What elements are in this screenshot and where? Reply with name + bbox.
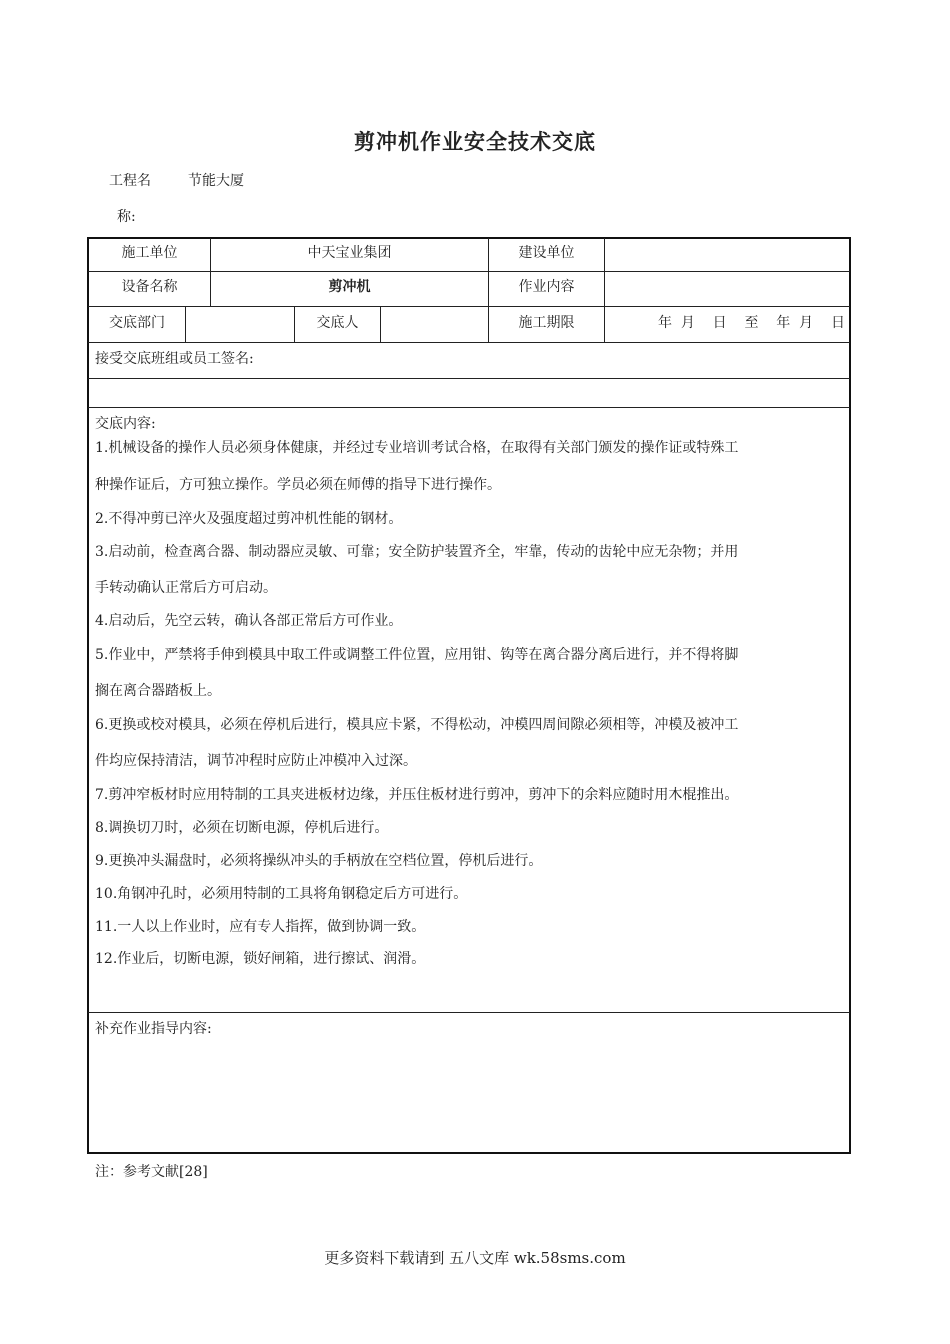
table-rule [88, 407, 850, 408]
equipment-name-label: 设备名称 [121, 279, 178, 295]
list-item: 6.更换或校对模具，必须在停机后进行，模具应卡紧，不得松动，冲模四周间隙必须相等，冲模及被冲工 [95, 717, 739, 733]
list-item: 7.剪冲窄板材时应用特制的工具夹进板材边缘，并压住板材进行剪冲，剪冲下的余料应随时用木棍推出。 [95, 787, 739, 803]
briefing-dept-value[interactable] [186, 306, 294, 340]
owner-unit-label: 建设单位 [518, 245, 575, 261]
construction-period-value: 年 月 日 至 年 月 日 [657, 315, 845, 331]
table-rule [88, 342, 850, 343]
list-item: 4.启动后，先空云转，确认各部正常后方可作业。 [95, 613, 403, 629]
list-item: 3.启动前，检查离合器、制动器应灵敏、可靠；安全防护装置齐全，牢靠，传动的齿轮中应无杂物；并用 [95, 544, 739, 560]
signature-label: 接受交底班组或员工签名: [95, 351, 254, 367]
construction-unit-label: 施工单位 [121, 245, 178, 261]
supplement-label: 补充作业指导内容: [95, 1021, 212, 1037]
work-content-value[interactable] [605, 270, 849, 304]
content-label: 交底内容: [95, 416, 156, 432]
list-item: 2.不得冲剪已淬火及强度超过剪冲机性能的钢材。 [95, 511, 403, 527]
list-item: 种操作证后，方可独立操作。学员必须在师傅的指导下进行操作。 [95, 477, 501, 493]
reference-note: 注：参考文献[28] [95, 1164, 208, 1180]
list-item: 12.作业后，切断电源，锁好闸箱，进行擦试、润滑。 [95, 951, 426, 967]
briefing-dept-label: 交底部门 [109, 315, 165, 331]
list-item: 11.一人以上作业时，应有专人指挥，做到协调一致。 [95, 919, 426, 935]
table-rule [88, 378, 850, 379]
footer-link[interactable]: 更多资料下载请到 五八文库 wk.58sms.com [324, 1249, 626, 1267]
document-title: 剪冲机作业安全技术交底 [354, 130, 596, 154]
briefing-person-value[interactable] [381, 306, 488, 340]
list-item: 手转动确认正常后方可启动。 [95, 580, 277, 596]
list-item: 1.机械设备的操作人员必须身体健康，并经过专业培训考试合格，在取得有关部门颁发的操作证或特殊工 [95, 440, 739, 456]
list-item: 搁在离合器踏板上。 [95, 683, 221, 699]
construction-period-label: 施工期限 [518, 315, 575, 331]
equipment-name-value: 剪冲机 [328, 279, 371, 295]
list-item: 件均应保持清洁，调节冲程时应防止冲模冲入过深。 [95, 753, 417, 769]
project-name-label: 工程名 [109, 173, 151, 189]
list-item: 5.作业中，严禁将手伸到模具中取工件或调整工件位置，应用钳、钩等在离合器分离后进行，并不得将脚 [95, 647, 739, 663]
briefing-person-label: 交底人 [316, 315, 359, 331]
list-item: 9.更换冲头漏盘时，必须将操纵冲头的手柄放在空档位置，停机后进行。 [95, 853, 543, 869]
project-name-label-cont: 称: [117, 209, 136, 225]
list-item: 10.角钢冲孔时，必须用特制的工具将角钢稳定后方可进行。 [95, 886, 468, 902]
owner-unit-value[interactable] [605, 236, 849, 270]
construction-unit-value: 中天宝业集团 [307, 245, 392, 261]
list-item: 8.调换切刀时，必须在切断电源，停机后进行。 [95, 820, 389, 836]
project-name-value: 节能大厦 [188, 173, 244, 189]
work-content-label: 作业内容 [518, 279, 575, 295]
table-rule [88, 1012, 850, 1013]
